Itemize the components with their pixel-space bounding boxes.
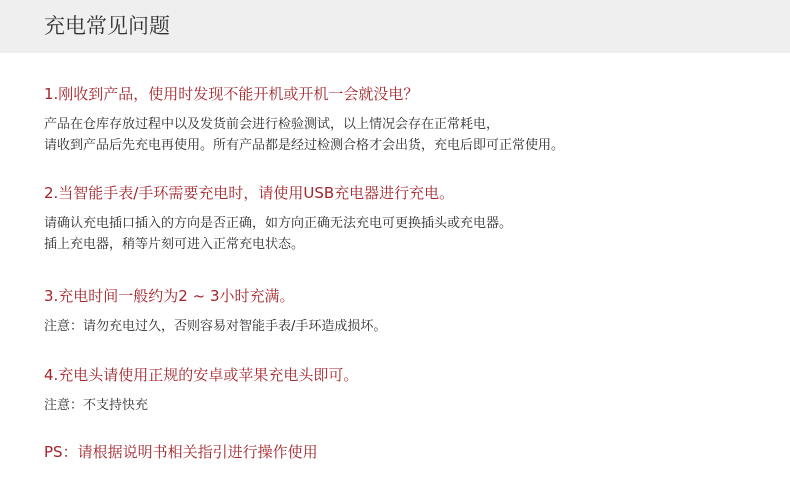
faq-item-3 [44,285,764,337]
faq-answer-line: 请收到产品后先充电再使用。所有产品都是经过检测合格才会出货，充电后即可正常使用。 [44,138,565,153]
faq-answer-line: 插上充电器，稍等片刻可进入正常充电状态。 [44,237,305,252]
faq-answer [44,213,764,255]
faq-answer [44,114,764,156]
faq-answer-line: 注意：请勿充电过久，否则容易对智能手表/手环造成损坏。 [44,319,387,334]
faq-question: 3.充电时间一般约为2 ~ 3小时充满。 [44,287,295,305]
faq-answer-line: 产品在仓库存放过程中以及发货前会进行检验测试，以上情况会存在正常耗电， [44,117,500,132]
faq-answer [44,395,764,416]
ps-note: PS：请根据说明书相关指引进行操作使用 [44,443,318,461]
faq-item-2 [44,182,764,255]
page-title: 充电常见问题 [44,14,170,38]
faq-answer-line: 请确认充电插口插入的方向是否正确，如方向正确无法充电可更换插头或充电器。 [44,216,513,231]
faq-question: 4.充电头请使用正规的安卓或苹果充电头即可。 [44,366,359,384]
faq-item-1 [44,83,764,156]
faq-answer [44,316,764,337]
faq-question: 1.刚收到产品，使用时发现不能开机或开机一会就没电？ [44,85,419,103]
faq-item-4 [44,364,764,416]
faq-answer-line: 注意：不支持快充 [44,398,149,413]
page-header [0,0,790,53]
faq-question: 2.当智能手表/手环需要充电时，请使用USB充电器进行充电。 [44,184,455,202]
